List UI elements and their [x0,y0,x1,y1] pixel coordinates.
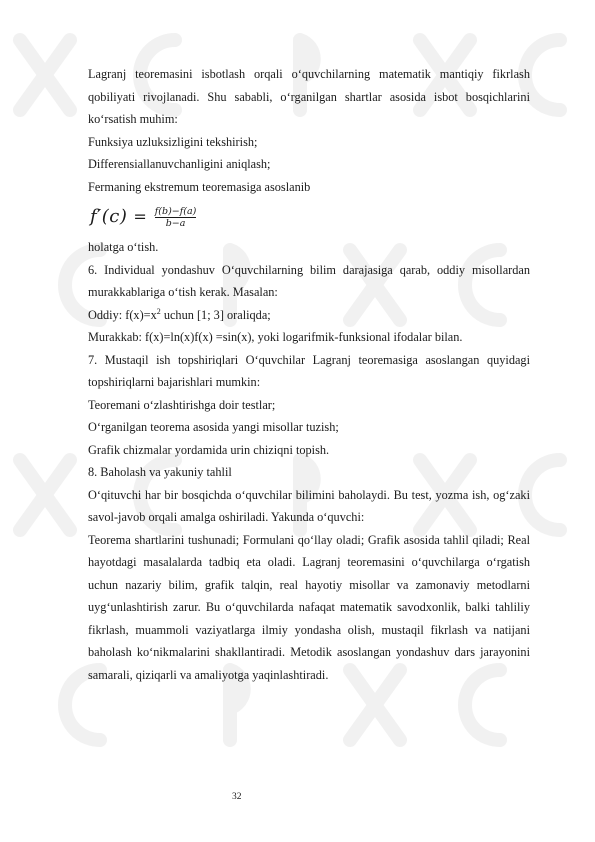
formula-equals: = [133,206,147,226]
example-simple-pre: Oddiy: f(x)=x [88,307,157,322]
list-item-tangent: Grafik chizmalar yordamida urin chiziqni topish. [88,442,330,457]
paragraph-assessment: O‘qituvchi har bir bosqichda o‘quvchilar bilimini baholaydi. Bu test, yozma ish, og‘zaki savol-javob orqali amalga oshiriladi. Yakunda o‘quvchi: [88,487,530,524]
formula-denominator: b−a [165,217,186,229]
list-item-new-examples: O‘rganilgan teorema asosida yangi misollar tuzish; [88,420,339,434]
list-item-fermat: Fermaning ekstremum teoremasiga asoslanib [88,179,311,194]
example-simple [88,304,530,327]
section-heading-assessment: 8. Baholash va yakuniy tahlil [88,465,232,479]
formula-lhs: f′(c) [90,205,128,227]
page-number: 32 [232,792,242,802]
paragraph-intro: Lagranj teoremasini isbotlash orqali o‘quvchilarning matematik mantiqiy fikrlash qobiliyati rivojlanadi. Shu sababli, o‘rganilgan shartlar asosida isbot bosqichlarini ko‘rsatish muhim: [88,67,530,126]
example-complex: Murakkab: f(x)=ln(x)f(x) =sin(x), yoki logarifmik-funksional ifodalar bilan. [88,330,463,344]
lagrange-formula [88,200,530,234]
list-item-continuity: Funksiya uzluksizligini tekshirish; [88,134,258,149]
paragraph-conclusion: Teorema shartlarini tushunadi; Formulani qo‘llay oladi; Grafik asosida tahlil qiladi; Real hayotdagi masalalarda tadbiq eta oladi. Lagranj teoremasini o‘quvchilarga o‘rgatish uchun nazariy bilim, grafik talqin, real hayotiy misollar va zamonaviy metodlarni uyg‘unlashtirish zarur. Bu o‘quvchilarda nafaqat matematik savodxonlik, balki tahliliy fikrlash, muammoli vaziyatlarga ilmiy yondasha olish, mustaqil fikrlash va natijani baholash ko‘nikmalarini shakllantiradi. Metodik asoslangan yondashuv dars jarayonini samarali, qiziqarli va amaliyotga yaqinlashtiradi. [88,532,530,682]
document-body [88,63,530,686]
example-simple-exponent: 2 [156,306,161,316]
list-item-tests: Teoremani o‘zlashtirishga doir testlar; [88,397,276,412]
formula-fraction [155,206,197,229]
example-simple-post: uchun [1; 3] oraliqda; [160,307,271,322]
formula-numerator: f(b)−f(a) [154,205,197,217]
paragraph-individual-approach: 6. Individual yondashuv O‘quvchilarning bilim darajasiga qarab, oddiy misollardan murakkablariga o‘tish kerak. Masalan: [88,262,530,299]
paragraph-independent-work: 7. Mustaqil ish topshiriqlari O‘quvchilar Lagranj teoremasiga asoslangan quyidagi topshiriqlarni bajarishlari mumkin: [88,352,530,389]
list-item-transition: holatga o‘tish. [88,240,159,254]
list-item-differentiability: Differensiallanuvchanligini aniqlash; [88,157,271,171]
